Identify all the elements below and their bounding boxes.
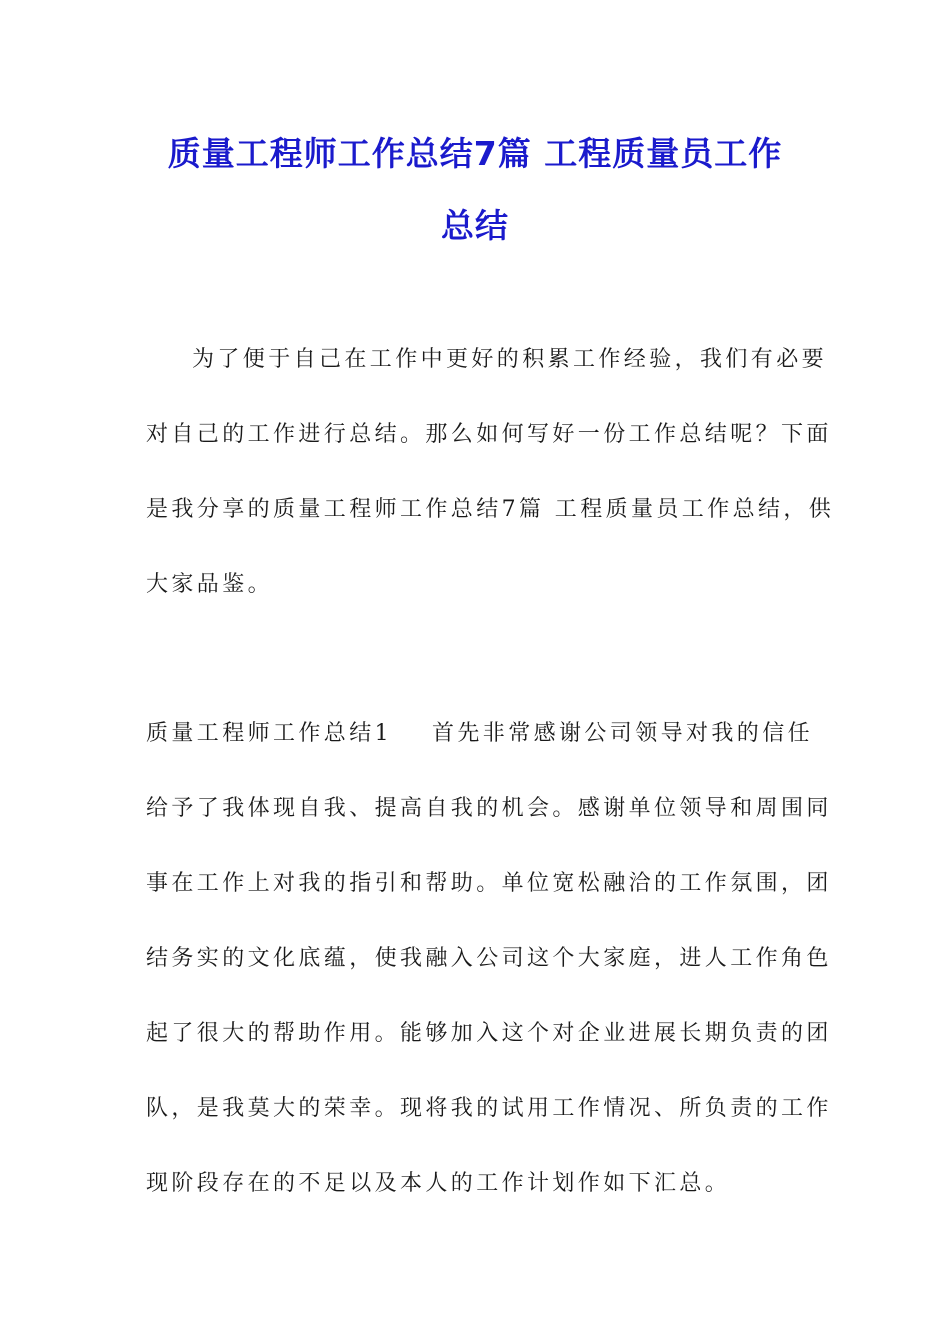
section-1-paragraph <box>146 696 832 1221</box>
document-title <box>130 118 820 262</box>
section-1-line-5: 起了很大的帮助作用。能够加入这个对企业进展长期负责的团 <box>146 1021 832 1046</box>
intro-line-4: 大家品鉴。 <box>146 572 274 597</box>
intro-paragraph <box>146 322 835 622</box>
section-1-line-2: 给予了我体现自我、提高自我的机会。感谢单位领导和周围同 <box>146 796 832 821</box>
section-1-heading: 质量工程师工作总结1 <box>146 721 392 746</box>
section-1-first-line <box>146 696 814 771</box>
section-1-line-7: 现阶段存在的不足以及本人的工作计划作如下汇总。 <box>146 1171 731 1196</box>
intro-line-3: 是我分享的质量工程师工作总结7篇 工程质量员工作总结，供 <box>146 497 835 522</box>
section-1-line-3: 事在工作上对我的指引和帮助。单位宽松融洽的工作氛围，团 <box>146 871 832 896</box>
title-line-2: 总结 <box>441 206 509 245</box>
intro-line-2: 对自己的工作进行总结。那么如何写好一份工作总结呢？下面 <box>146 422 832 447</box>
intro-line-1: 为了便于自己在工作中更好的积累工作经验，我们有必要 <box>192 347 828 372</box>
title-line-1: 质量工程师工作总结7篇 工程质量员工作 <box>167 134 783 173</box>
section-1-line-6: 队，是我莫大的荣幸。现将我的试用工作情况、所负责的工作 <box>146 1096 832 1121</box>
section-1-line-1: 首先非常感谢公司领导对我的信任 <box>432 721 814 746</box>
section-1-line-4: 结务实的文化底蕴，使我融入公司这个大家庭，进人工作角色 <box>146 946 832 971</box>
